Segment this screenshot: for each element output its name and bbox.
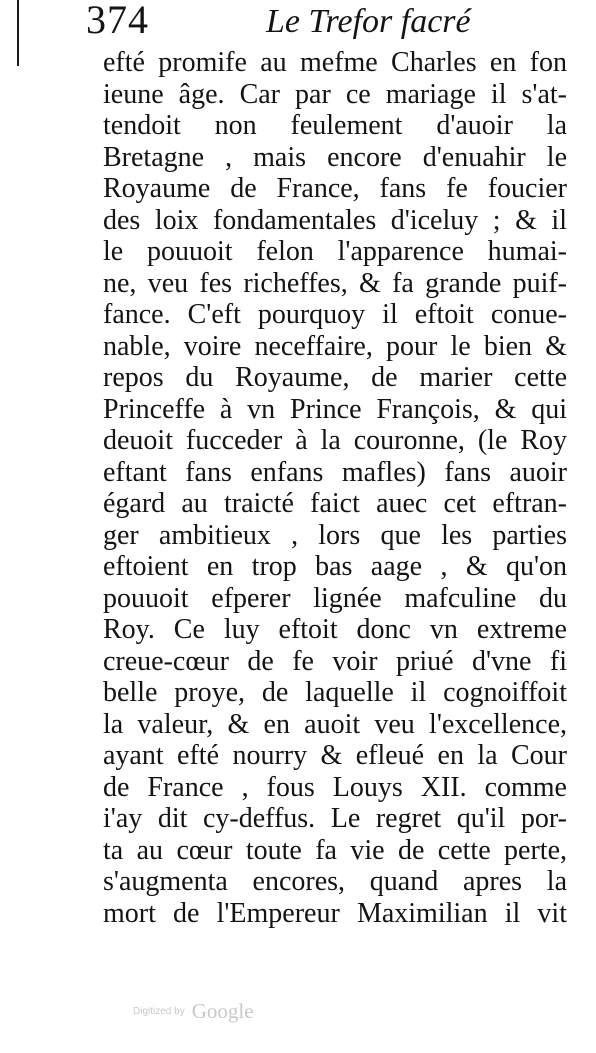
- text-line: le pouuoit felon l'apparence humai-: [103, 236, 567, 267]
- text-line: de France , fous Louys XII. comme: [103, 771, 567, 803]
- text-line: des loix fondamentales d'iceluy ; & il: [103, 204, 567, 236]
- text-line: i'ay dit cy-deffus. Le regret qu'il por-: [103, 803, 567, 834]
- text-line: Princeffe à vn Prince François, & qui: [103, 393, 567, 425]
- text-line: eftoient en trop bas aage , & qu'on: [103, 551, 567, 582]
- text-line: pouuoit efperer lignée mafculine du: [103, 582, 567, 614]
- text-line: nable, voire neceffaire, pour le bien &: [103, 330, 567, 362]
- text-line: Royaume de France, fans fe foucier: [103, 173, 567, 204]
- text-line: ne, veu fes richeffes, & fa grande puif-: [103, 267, 567, 299]
- text-line: tendoit non feulement d'auoir la: [103, 110, 567, 141]
- text-line: s'augmenta encores, quand apres la: [103, 866, 567, 897]
- text-line: égard au traicté faict auec cet eftran-: [103, 488, 567, 519]
- body-text: [103, 47, 567, 929]
- text-line: eftant fans enfans mafles) fans auoir: [103, 456, 567, 488]
- text-line: efté promife au mefme Charles en fon: [103, 47, 567, 78]
- text-line: ger ambitieux , lors que les parties: [103, 519, 567, 551]
- digitized-watermark: [133, 999, 254, 1029]
- text-line: fance. C'eft pourquoy il eftoit conue-: [103, 299, 567, 330]
- text-line: repos du Royaume, de marier cette: [103, 362, 567, 393]
- text-line: ieune âge. Car par ce mariage il s'at-: [103, 78, 567, 110]
- text-line: ayant efté nourry & efleué en la Cour: [103, 740, 567, 771]
- watermark-brand: Google: [191, 999, 254, 1023]
- text-line: belle proye, de laquelle il cognoiffoit: [103, 677, 567, 708]
- running-title: Le Trefor facré: [266, 3, 471, 40]
- text-line: ta au cœur toute fa vie de cette perte,: [103, 834, 567, 866]
- text-line: Roy. Ce luy eftoit donc vn extreme: [103, 614, 567, 645]
- page-header: [86, 0, 576, 46]
- text-line: creue-cœur de fe voir priué d'vne fi: [103, 645, 567, 677]
- watermark-prefix: Digitized by: [133, 1006, 185, 1017]
- text-line: deuoit fucceder à la couronne, (le Roy: [103, 425, 567, 456]
- page-number: 374: [86, 0, 149, 42]
- text-line: mort de l'Empereur Maximilian il vit: [103, 897, 567, 929]
- page-edge-rule: [17, 0, 19, 66]
- text-line: Bretagne , mais encore d'enuahir le: [103, 141, 567, 173]
- text-line: la valeur, & en auoit veu l'excellence,: [103, 708, 567, 740]
